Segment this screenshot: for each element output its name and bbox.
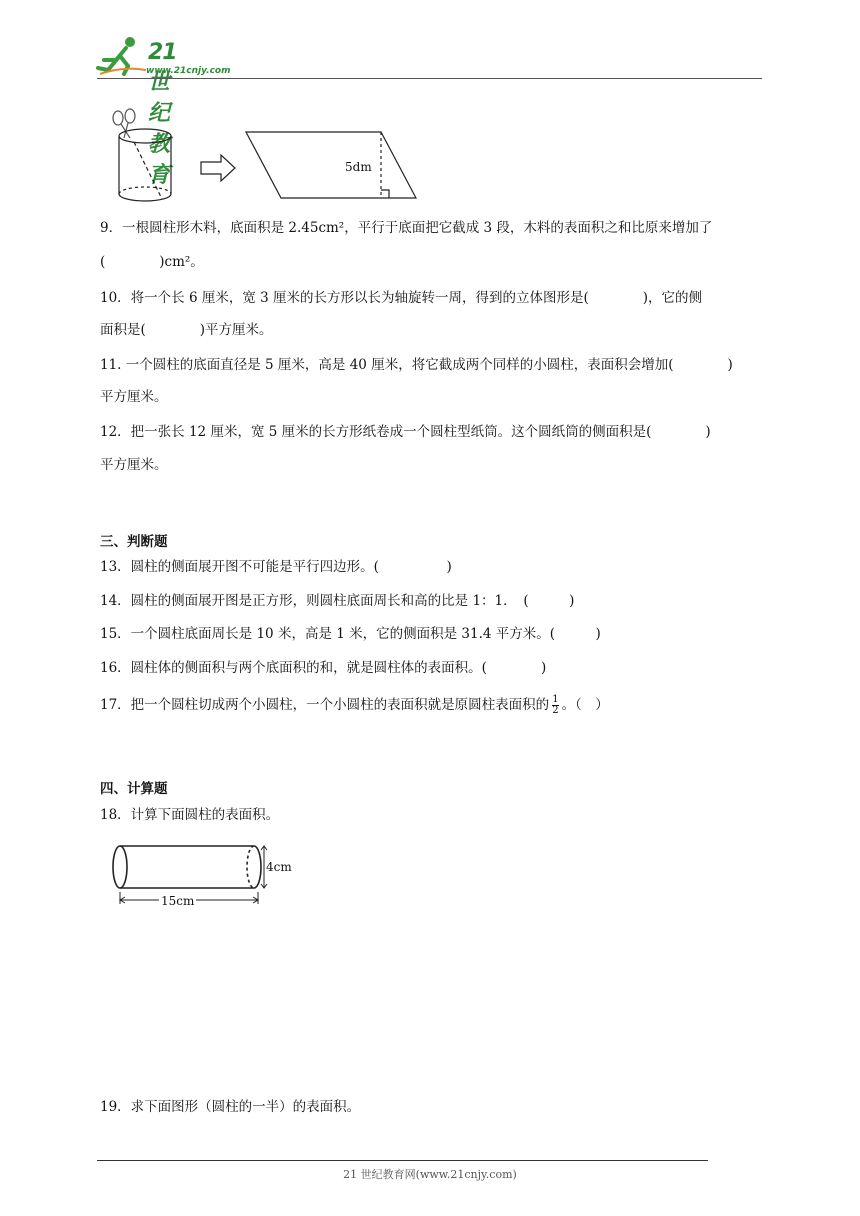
question-10-line1: 10．将一个长 6 厘米，宽 3 厘米的长方形以长为轴旋转一周，得到的立体图形是( )，它的侧	[100, 290, 703, 306]
section-3-title: 三、判断题	[100, 534, 168, 550]
section-4-title: 四、计算题	[100, 781, 168, 797]
cylinder-diameter-label: 4cm	[266, 860, 292, 874]
question-11-line2: 平方厘米。	[100, 389, 168, 405]
question-12-line1: 12．把一张长 12 厘米，宽 5 厘米的长方形纸卷成一个圆柱型纸筒。这个圆纸筒的侧面积是( )	[100, 424, 711, 440]
runner-logo-icon	[96, 36, 148, 76]
logo-url: www.21cnjy.com	[146, 66, 231, 76]
height-label: 5dm	[345, 160, 372, 174]
question-18: 18．计算下面圆柱的表面积。	[100, 807, 280, 823]
question-17-end: 。（ ）	[561, 697, 609, 713]
question-9-line1: 9．一根圆柱形木料，底面积是 2.45cm²，平行于底面把它截成 3 段，木料的表面积之和比原来增加了	[100, 220, 713, 236]
question-12-line2: 平方厘米。	[100, 457, 168, 473]
question-17	[100, 695, 609, 716]
question-13: 13．圆柱的侧面展开图不可能是平行四边形。( )	[100, 559, 452, 575]
fraction-denominator: 2	[552, 705, 559, 716]
footer-divider	[97, 1160, 708, 1161]
arrow-right-icon	[201, 155, 235, 181]
footer-text: 21 世纪教育网(www.21cnjy.com)	[343, 1168, 517, 1181]
scissors-icon	[113, 109, 135, 138]
question-14: 14．圆柱的侧面展开图是正方形，则圆柱底面周长和高的比是 1：1． ( )	[100, 593, 575, 609]
cylinder-unfold-figure	[104, 104, 424, 204]
question-9-line2: ( )cm²。	[100, 254, 204, 270]
question-15: 15．一个圆柱底面周长是 10 米，高是 1 米，它的侧面积是 31.4 平方米。( )	[100, 626, 601, 642]
header-divider	[97, 78, 762, 79]
horizontal-cylinder-figure	[108, 840, 308, 910]
question-17-text: 17．把一个圆柱切成两个小圆柱，一个小圆柱的表面积就是原圆柱表面积的	[100, 697, 550, 713]
logo-text: 21世纪教育	[148, 40, 177, 188]
cylinder-length-label: 15cm	[161, 894, 195, 908]
question-10-line2: 面积是( )平方厘米。	[100, 322, 273, 338]
fraction-one-half	[552, 695, 558, 716]
question-11-line1: 11. 一个圆柱的底面直径是 5 厘米，高是 40 厘米，将它截成两个同样的小圆柱，表面积会增加( )	[100, 357, 733, 373]
question-16: 16．圆柱体的侧面积与两个底面积的和，就是圆柱体的表面积。( )	[100, 660, 547, 676]
question-19: 19．求下面图形（圆柱的一半）的表面积。	[100, 1099, 361, 1115]
fraction-numerator: 1	[552, 694, 559, 705]
